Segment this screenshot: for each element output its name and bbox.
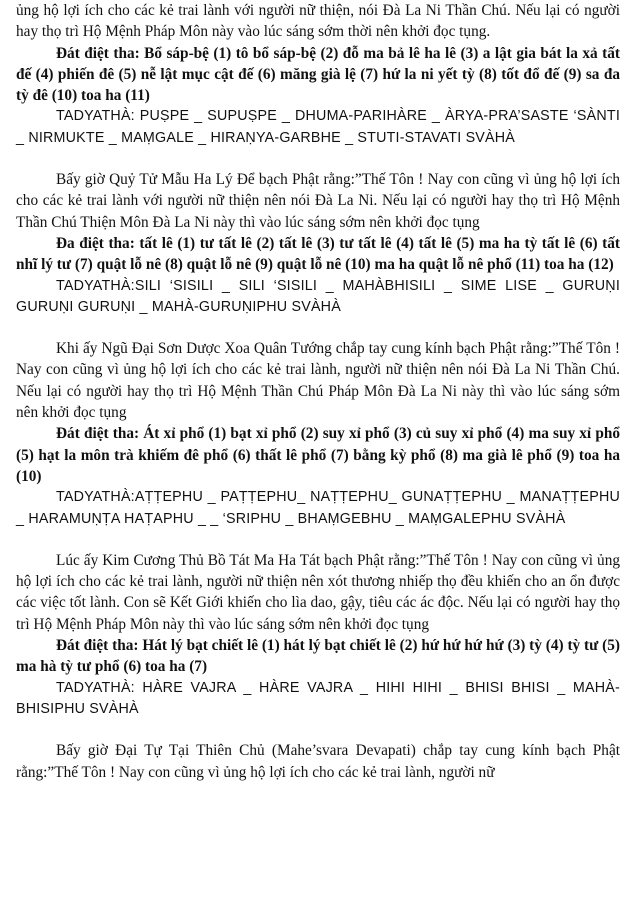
paragraph-spacer [16, 530, 620, 550]
paragraph-spacer [16, 720, 620, 740]
narrative-paragraph: Khi ấy Ngũ Đại Sơn Dược Xoa Quân Tướng chắp tay cung kính bạch Phật rằng:”Thế Tôn ! Nay con cũng vì ủng hộ lợi ích cho các kẻ trai lành, người nữ thiện nên nói Đà La Ni Thần Chú. Nếu lại có người hay thọ trì Hộ Mệnh Thần Chú Pháp Môn Đà La Ni này thì vào lúc sáng sớm nên khởi đọc tụng [16, 340, 620, 422]
paragraph-spacer [16, 318, 620, 338]
narrative-paragraph: Bấy giờ Đại Tự Tại Thiên Chủ (Mahe’svara Devapati) chắp tay cung kính bạch Phật rằng:”Thế Tôn ! Nay con cũng vì ủng hộ lợi ích cho các kẻ trai lành, người nữ [16, 742, 620, 781]
dharani-sanskrit: TADYATHÀ: HÀRE VAJRA _ HÀRE VAJRA _ HIHI HIHI _ BHISI BHISI _ MAHÀ-BHISIPHU SVÀHÀ [16, 679, 620, 717]
dharani-sanskrit: TADYATHÀ: PUṢPE _ SUPUṢPE _ DHUMA-PARIHÀRE _ ÀRYA-PRA’SASTE ‘SÀNTI _ NIRMUKTE _ MAṂGALE _ HIRAṆYA-GARBHE _ STUTI-STAVATI SVÀHÀ [16, 108, 620, 146]
dharani-sanskrit: TADYATHÀ:AṬṬEPHU _ PAṬṬEPHU_ NAṬṬEPHU_ GUNAṬṬEPHU _ MANAṬṬEPHU _ HARAMUṆṬA HAṬAPHU _ _ ‘SRIPHU _ BHAṂGEBHU _ MAṂGALEPHU SVÀHÀ [16, 489, 620, 527]
narrative-paragraph: Lúc ấy Kim Cương Thủ Bồ Tát Ma Ha Tát bạch Phật rằng:”Thế Tôn ! Nay con cũng vì ủng hộ lợi ích cho các kẻ trai lành, người nữ thiện nên xót thương nhiếp thọ đều khiến cho an ổn được các việc tốt lành. Con sẽ Kết Giới khiến cho lìa dao, gậy, tiêu các ác độc. Nếu lại có người hay thọ trì Hộ Mệnh Pháp Môn này thì vào lúc sáng sớm nên khởi đọc tụng [16, 551, 620, 633]
narrative-paragraph: ủng hộ lợi ích cho các kẻ trai lành với người nữ thiện, nói Đà La Ni Thần Chú. Nếu lại có người hay thọ trì Hộ Mệnh Pháp Môn này vào lúc sáng sớm thời nên khởi đọc tụng. [16, 2, 620, 41]
dharani-vietnamese: Đát điệt tha: Bổ sáp-bệ (1) tô bổ sáp-bệ (2) đỗ ma bả lê ha lê (3) a lật gia bát la xả tất đế (4) phiến đê (5) nễ lật mục cật đế (6) măng già lệ (7) hứ la ni yết tỳ (8) tốt đổ đế (9) sa đa tỳ đê (10) toa ha (11) [16, 44, 620, 105]
narrative-paragraph: Bấy giờ Quỷ Tử Mẫu Ha Lý Để bạch Phật rằng:”Thế Tôn ! Nay con cũng vì ủng hộ lợi ích cho các kẻ trai lành với người nữ thiện nên nói Đà La Ni. Nếu lại có người hay thọ trì Hộ Mệnh Thần Chú Thiện Môn Đà La Ni này thì vào lúc sáng sớm nên khởi đọc tụng [16, 171, 620, 231]
dharani-vietnamese: Đa điệt tha: tất lê (1) tư tất lê (2) tất lê (3) tư tất lê (4) tất lê (5) ma ha tỳ tất lê (6) tất nhĩ lý tư (7) quật lỗ nê (8) quật lỗ nê (9) quật lỗ nê (10) ma ha quật lỗ nê phổ (11) toa ha (12) [16, 234, 620, 274]
dharani-vietnamese: Đát điệt tha: Át xỉ phổ (1) bạt xỉ phổ (2) suy xỉ phổ (3) củ suy xỉ phổ (4) ma suy xỉ phổ (5) hạt la môn trà khiếm đê phổ (6) thất lê phổ (7) bằng kỳ phổ (8) ma già lê phổ (9) toa ha (10) [16, 425, 620, 485]
dharani-sanskrit: TADYATHÀ:SILI ‘SISILI _ SILI ‘SISILI _ MAHÀBHISILI _ SIME LISE _ GURUṆI GURUṆI GURUṆI _ MAHÀ-GURUṆIPHU SVÀHÀ [16, 277, 620, 315]
paragraph-spacer [16, 149, 620, 169]
dharani-vietnamese: Đát điệt tha: Hát lý bạt chiết lê (1) hát lý bạt chiết lê (2) hứ hứ hứ hứ (3) tỳ (4) tỳ tư (5) ma hà tỳ tư phổ (6) toa ha (7) [16, 637, 620, 676]
document-page [16, 0, 620, 783]
